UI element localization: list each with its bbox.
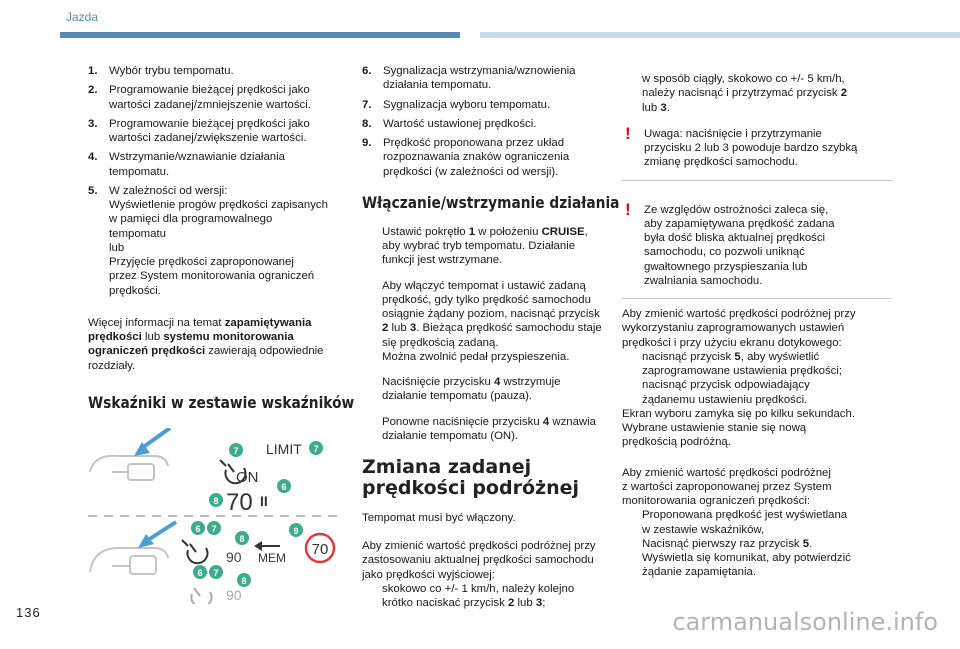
warning-note: ! Uwaga: naciśnięcie i przytrzymanie przycisku 2 lub 3 powoduje bardzo szybką zmianę prędkości samochodu.	[622, 127, 892, 170]
bullet-arrow-icon	[622, 537, 642, 580]
speedometer-icon	[182, 540, 207, 563]
list-item: 4. Wstrzymanie/wznawianie działania tempomatu.	[88, 151, 285, 178]
bullet-arrow-icon	[362, 279, 382, 365]
indicators-title: Wskaźniki w zestawie wskaźników	[88, 392, 355, 412]
pointer-arrow-top	[142, 428, 170, 448]
bullet-arrow-icon	[622, 508, 642, 537]
set-speed-90-dim: 90	[226, 587, 242, 603]
more-info-paragraph: Więcej informacji na temat zapamiętywania prędkości lub systemu monitorowania ograniczeń prędkości zawierają odpowiednie rozdziały.	[88, 316, 324, 372]
set-speed-value: 70	[226, 489, 253, 516]
warning-note: ! Ze względów ostrożności zaleca się, aby zapamiętywana prędkość zadana była dość bliska aktualnej prędkości samochodu, co pozwoli uniknąć gwałtownego przyspieszania lub zwalniania samochodu.	[622, 203, 892, 289]
svg-text:7: 7	[213, 568, 219, 578]
bullet-item: Ponowne naciśnięcie przycisku 4 wznawia działanie tempomatu (ON).	[362, 415, 606, 444]
svg-text:6: 6	[197, 568, 203, 578]
figure-svg	[88, 428, 344, 604]
warning-icon: !	[625, 199, 631, 219]
column-2	[362, 64, 620, 610]
header-bar-light	[480, 32, 960, 38]
svg-text:6: 6	[281, 482, 287, 492]
svg-text:8: 8	[241, 576, 247, 586]
sys-intro: Aby zmienić wartość prędkości podróżnej z wartości zaproponowanej przez System monitorowania ograniczeń prędkości:	[622, 466, 832, 507]
bullet-arrow-icon	[362, 375, 382, 404]
cluster-indicators-figure	[88, 428, 344, 604]
bullet-item: Naciśnięcie przycisku 4 wstrzymuje działanie tempomatu (pauza).	[362, 375, 606, 404]
bullet-arrow-icon	[362, 415, 382, 444]
display-outline-bottom	[130, 556, 156, 574]
switching-title: Włączanie/wstrzymanie działania	[362, 192, 620, 212]
pointer-arrow-bottom	[148, 522, 176, 540]
svg-text:8: 8	[213, 496, 219, 506]
legend-list-2	[362, 64, 606, 179]
list-item: 7. Sygnalizacja wyboru tempomatu.	[362, 98, 551, 111]
bullet-item: Ustawić pokrętło 1 w położeniu CRUISE, aby wybrać tryb tempomatu. Działanie funkcji jest wstrzymane.	[362, 225, 606, 268]
set-speed-90: 90	[226, 549, 242, 565]
pause-icon: II	[260, 493, 268, 509]
mem-outro: Ekran wyboru zamyka się po kilku sekundach. Wybrane ustawienie stanie się nową prędkością podróżną.	[622, 407, 855, 449]
svg-text:7: 7	[211, 524, 217, 534]
arrow-left-icon	[254, 541, 280, 551]
speed-limit-value: 70	[311, 541, 329, 558]
list-item: 8. Wartość ustawionej prędkości.	[362, 117, 537, 130]
must-be-on-text: Tempomat musi być włączony.	[362, 511, 516, 524]
on-label: ON	[236, 469, 259, 486]
watermark: carmanualsonline.info	[672, 608, 938, 636]
bullet-arrow-icon	[622, 350, 642, 379]
column-3	[622, 72, 892, 580]
limit-label: LIMIT	[266, 441, 302, 457]
list-item: 6. Sygnalizacja wstrzymania/wznowienia działania tempomatu.	[362, 65, 576, 92]
list-item: 5. W zależności od wersji: Wyświetlenie progów prędkości zapisanych w pamięci dla programowalnego tempomatu lub Przyjęcie prędkości zaproponowanej przez System monitorowania ograniczeń prędkości.	[88, 184, 328, 297]
svg-text:7: 7	[313, 444, 319, 454]
bullet-arrow-icon	[622, 378, 642, 407]
sub-bullet: Proponowana prędkość jest wyświetlana w zestawie wskaźników,	[622, 508, 892, 537]
header-bar	[60, 32, 460, 38]
sub-bullet: skokowo co +/- 1 km/h, należy kolejno krótko naciskać przycisk 2 lub 3;	[362, 582, 606, 611]
svg-text:6: 6	[195, 524, 201, 534]
bullet-arrow-icon	[362, 582, 382, 611]
svg-text:7: 7	[233, 446, 239, 456]
section-header: Jazda	[66, 10, 99, 24]
list-item: 3. Programowanie bieżącej prędkości jako wartości zadanej/zwiększenie wartości.	[88, 117, 310, 144]
list-item: 1. Wybór trybu tempomatu.	[88, 65, 234, 77]
speedometer-icon-dim	[191, 588, 211, 604]
legend-list-1	[88, 64, 348, 298]
svg-text:9: 9	[293, 526, 299, 536]
display-outline-top	[128, 464, 154, 480]
sub-bullet: Nacisnąć pierwszy raz przycisk 5. Wyświetla się komunikat, aby potwierdzić żądanie zapamiętania.	[622, 537, 892, 580]
page-number: 136	[16, 605, 41, 620]
mem-intro: Aby zmienić wartość prędkości podróżnej przy wykorzystaniu zaprogramowanych ustawień prędkości i przy użyciu ekranu dotykowego:	[622, 308, 856, 349]
bullet-item: Aby włączyć tempomat i ustawić zadaną prędkość, gdy tylko prędkość samochodu osiągnie żądany poziom, nacisnąć przycisk 2 lub 3. Bieżąca prędkość samochodu staje się prędkością zadaną. Można zwolnić pedał przyspieszenia.	[362, 279, 606, 365]
mem-label: MEM	[258, 551, 286, 565]
change-speed-title: Zmiana zadanej prędkości podróżnej	[362, 456, 579, 499]
column-1	[88, 64, 355, 413]
divider	[622, 180, 892, 181]
sub-bullet: w sposób ciągły, skokowo co +/- 5 km/h, należy nacisnąć i przytrzymać przycisk 2 lub 3.	[622, 72, 892, 115]
warning-icon: !	[625, 123, 631, 143]
list-item: 9. Prędkość proponowana przez układ rozpoznawania znaków ograniczenia prędkości (w zależności od wersji).	[362, 137, 570, 178]
list-item: 2. Programowanie bieżącej prędkości jako wartości zadanej/zmniejszenie wartości.	[88, 84, 311, 111]
change-intro: Aby zmienić wartość prędkości podróżnej przy zastosowaniu aktualnej prędkości samochodu jako prędkości wyjściowej:	[362, 540, 596, 581]
bullet-arrow-icon	[622, 72, 642, 115]
svg-text:8: 8	[239, 534, 245, 544]
divider	[622, 298, 892, 299]
bullet-arrow-icon	[362, 225, 382, 268]
sub-bullet: nacisnąć przycisk odpowiadający żądanemu ustawieniu prędkości.	[622, 378, 892, 407]
sub-bullet: nacisnąć przycisk 5, aby wyświetlić zaprogramowane ustawienia prędkości;	[622, 350, 892, 379]
